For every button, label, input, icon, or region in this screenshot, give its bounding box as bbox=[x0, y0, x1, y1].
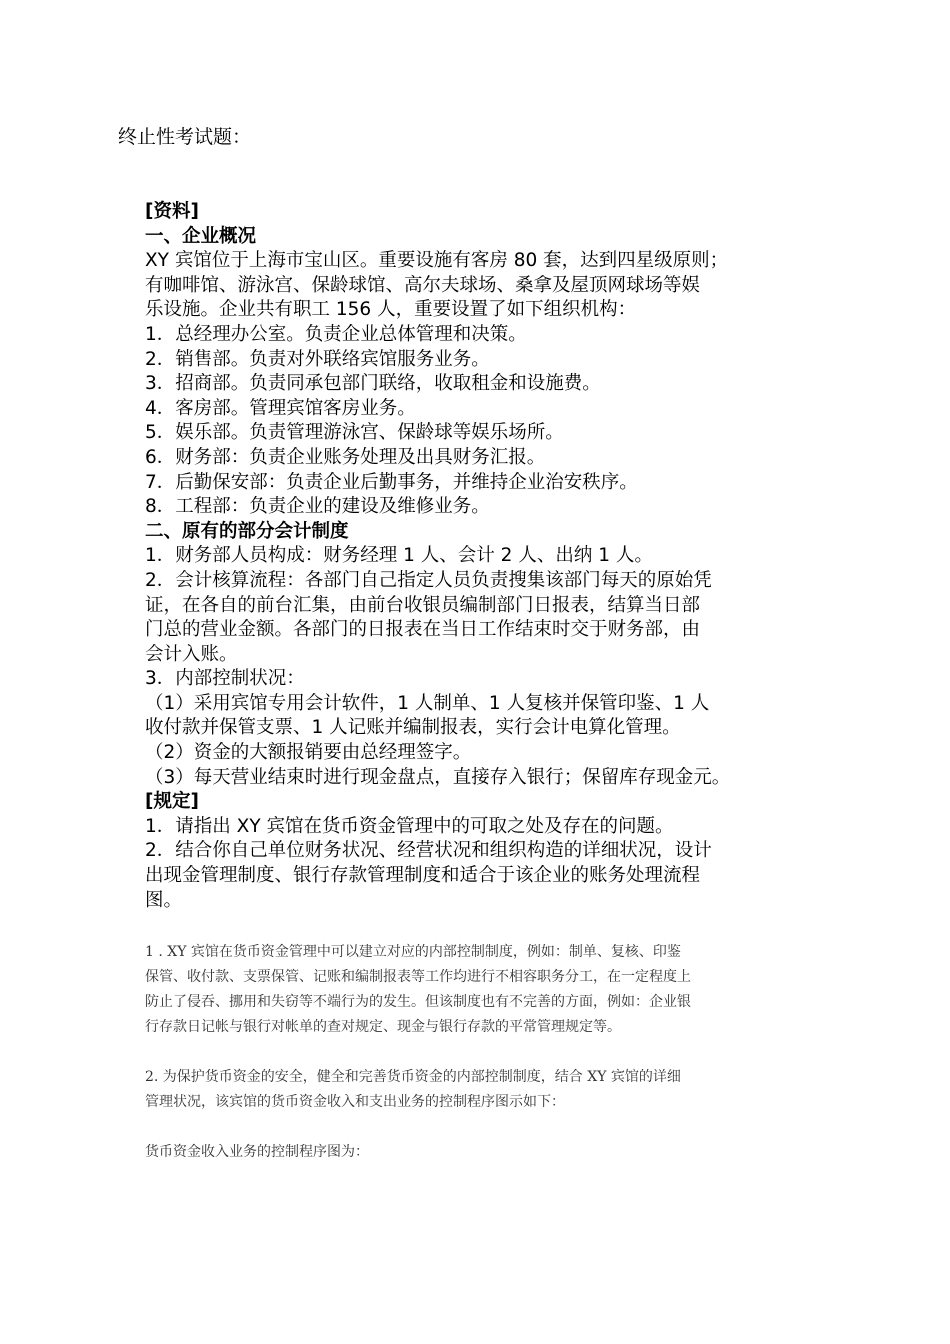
text-line: （1）采用宾馆专用会计软件，1 人制单、1 人复核并保管印鉴、1 人 bbox=[145, 692, 710, 714]
text-line: 4．客房部。管理宾馆客房业务。 bbox=[145, 397, 416, 419]
text-line: 1．总经理办公室。负责企业总体管理和决策。 bbox=[145, 323, 527, 345]
text-line: （3）每天营业结束时进行现金盘点，直接存入银行；保留库存现金元。 bbox=[145, 766, 731, 788]
answer-line: 防止了侵吞、挪用和失窃等不端行为的发生。但该制度也有不完善的方面，例如：企业银 bbox=[145, 994, 691, 1010]
answer-line: 管理状况，该宾馆的货币资金收入和支出业务的控制程序图示如下： bbox=[145, 1094, 565, 1110]
text-line: 图。 bbox=[145, 889, 183, 911]
answer-line: 保管、收付款、支票保管、记账和编制报表等工作均进行不相容职务分工，在一定程度上 bbox=[145, 969, 691, 985]
text-line: （2）资金的大额报销要由总经理签字。 bbox=[145, 742, 472, 764]
answer-section bbox=[145, 940, 825, 1165]
text-line: 证，在各自的前台汇集，由前台收银员编制部门日报表，结算当日部 bbox=[145, 594, 701, 616]
answer-line: 2. 为保护货币资金的安全，健全和完善货币资金的内部控制制度，结合 XY 宾馆的详细 bbox=[145, 1069, 681, 1085]
text-line: 5．娱乐部。负责管理游泳宫、保龄球等娱乐场所。 bbox=[145, 422, 564, 444]
text-line: 会计入账。 bbox=[145, 643, 238, 665]
text-line: 3．招商部。负责同承包部门联络，收取租金和设施费。 bbox=[145, 373, 601, 395]
section-heading: 一、企业概况 bbox=[145, 225, 257, 247]
text-line: 8．工程部：负责企业的建设及维修业务。 bbox=[145, 496, 490, 518]
text-line: XY 宾馆位于上海市宝山区。重要设施有客房 80 套，达到四星级原则； bbox=[145, 250, 729, 272]
text-line: 乐设施。企业共有职工 156 人，重要设置了如下组织机构： bbox=[145, 299, 637, 321]
text-line: 出现金管理制度、银行存款管理制度和适合于该企业的账务处理流程 bbox=[145, 865, 701, 887]
text-line: 1．请指出 XY 宾馆在货币资金管理中的可取之处及存在的问题。 bbox=[145, 815, 674, 837]
section-heading: [规定] bbox=[145, 791, 199, 813]
text-line: 1．财务部人员构成：财务经理 1 人、会计 2 人、出纳 1 人。 bbox=[145, 545, 653, 567]
text-line: 7．后勤保安部：负责企业后勤事务，并维持企业治安秩序。 bbox=[145, 471, 638, 493]
text-line: 2．会计核算流程：各部门自己指定人员负责搜集该部门每天的原始凭 bbox=[145, 569, 712, 591]
paragraph-gap bbox=[145, 1115, 825, 1140]
text-line: 门总的营业金额。各部门的日报表在当日工作结束时交于财务部，由 bbox=[145, 619, 701, 641]
answer-line: 货币资金收入业务的控制程序图为： bbox=[145, 1144, 369, 1160]
text-line: 2．结合你自己单位财务状况、经营状况和组织构造的详细状况，设计 bbox=[145, 840, 712, 862]
text-line: 2．销售部。负责对外联络宾馆服务业务。 bbox=[145, 348, 490, 370]
text-line: 收付款并保管支票、1 人记账并编制报表，实行会计电算化管理。 bbox=[145, 717, 681, 739]
answer-line: 1 . XY 宾馆在货币资金管理中可以建立对应的内部控制制度，例如：制单、复核、印鉴 bbox=[145, 944, 681, 960]
section-heading: 二、原有的部分会计制度 bbox=[145, 520, 349, 542]
text-line: 有咖啡馆、游泳宫、保龄球馆、高尔夫球场、桑拿及屋顶网球场等娱 bbox=[145, 274, 701, 296]
text-line: 3．内部控制状况： bbox=[145, 668, 305, 690]
paragraph-gap bbox=[145, 1040, 825, 1065]
answer-line: 行存款日记帐与银行对帐单的查对规定、现金与银行存款的平常管理规定等。 bbox=[145, 1019, 621, 1035]
case-material-section bbox=[145, 200, 835, 913]
section-heading: [资料] bbox=[145, 201, 199, 222]
text-line: 6．财务部：负责企业账务处理及出具财务汇报。 bbox=[145, 446, 546, 468]
document-title: 终止性考试题： bbox=[118, 126, 252, 148]
